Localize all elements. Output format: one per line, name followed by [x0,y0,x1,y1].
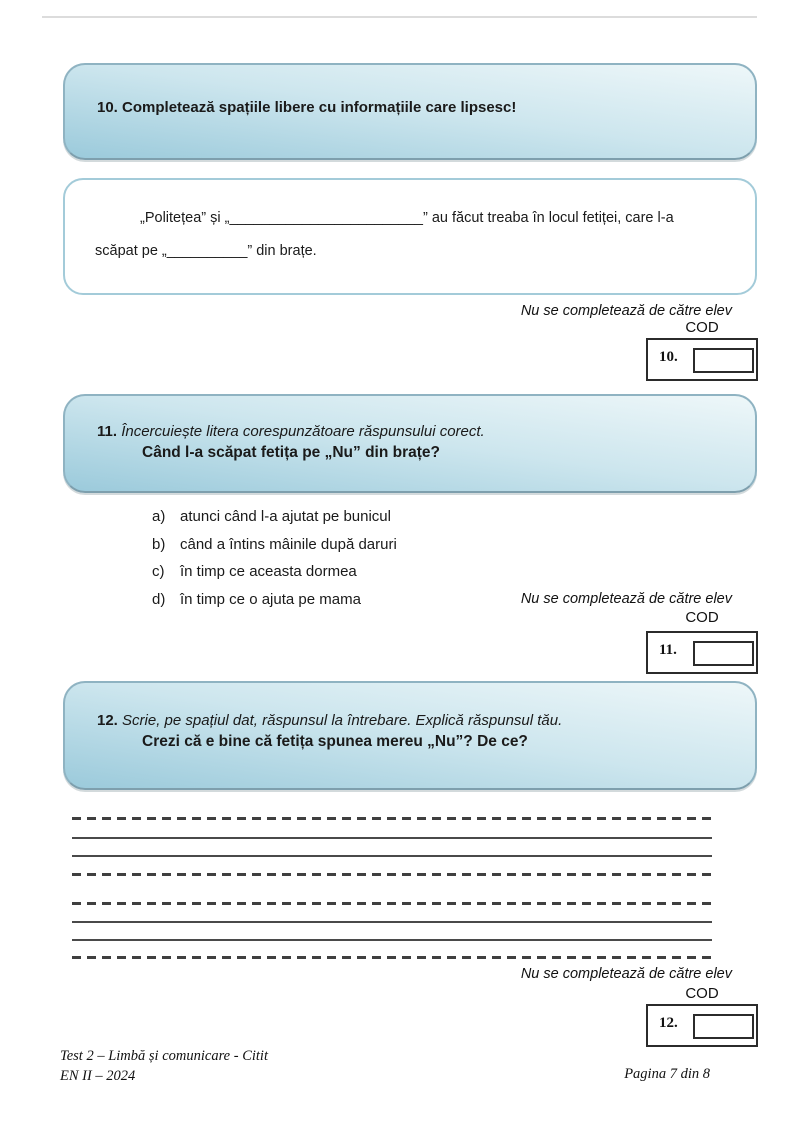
option-c [152,562,397,581]
writing-line-solid [72,837,712,839]
task12-instruction [65,683,755,731]
option-a-letter: a) [152,508,166,525]
task12-question: Crezi că e bine că fetița spunea mereu „Nu”? De ce? [142,733,528,750]
cod-box-11 [646,631,758,674]
task10-instruction-text: Completează spațiile libere cu informațiile care lipsesc! [122,99,517,116]
no-fill-note-10: Nu se completează de către elev [520,303,732,319]
no-fill-note-11: Nu se completează de către elev [520,591,732,607]
writing-line-dashed [72,956,712,959]
writing-line-dashed [72,817,712,820]
task11-options [152,507,397,617]
task12-number: 12. [97,712,118,729]
task10-banner [63,63,757,160]
task11-instruction-text: Încercuiește litera corespunzătoare răspunsului corect. [121,423,485,440]
option-a-text: atunci când l-a ajutat pe bunicul [180,508,391,525]
writing-line-dashed [72,902,712,905]
option-b [152,535,397,554]
cod-box-12-score-cell [693,1014,754,1039]
writing-line-dashed [72,873,712,876]
no-fill-note-12: Nu se completează de către elev [520,966,732,982]
task10-instruction [65,65,755,118]
cod-caption-12: COD [685,985,719,1002]
task12-banner [63,681,757,790]
task11-banner [63,394,757,493]
footer-test-info [60,1046,268,1086]
writing-line-solid [72,855,712,857]
writing-line-solid [72,921,712,923]
option-d-letter: d) [152,590,166,608]
cod-box-10-score-cell [693,348,754,373]
option-d-text: în timp ce o ajuta pe mama [180,590,361,608]
cod-caption-10: COD [685,319,719,336]
task10-number: 10. [97,99,118,116]
cod-box-10 [646,338,758,381]
task11-number: 11. [97,423,118,440]
task10-answer-box [63,178,757,295]
task11-question: Când l-a scăpat fetița pe „Nu” din brațe? [142,444,440,461]
option-b-letter: b) [152,535,166,553]
option-d [152,590,397,609]
option-c-letter: c) [152,563,165,580]
footer-page-number: Pagina 7 din 8 [624,1066,710,1082]
footer-test-title: Test 2 – Limbă și comunicare - Citit [60,1048,268,1064]
cod-box-12-number: 12. [659,1015,678,1031]
task11-instruction [65,396,755,442]
option-b-text: când a întins mâinile după daruri [180,535,397,553]
cod-box-12 [646,1004,758,1047]
footer-edition: EN II – 2024 [60,1068,136,1084]
cod-box-11-score-cell [693,641,754,666]
option-a [152,507,397,526]
task10-answer-line2: scăpat pe „__________” din brațe. [95,243,317,259]
cod-box-11-number: 11. [659,642,677,658]
top-rule [42,16,757,18]
option-c-text: în timp ce aceasta dormea [180,563,357,580]
task10-answer-line1: „Politețea” și „________________________” au făcut treaba în locul fetiței, care l-a [140,210,674,226]
task12-instruction-text: Scrie, pe spațiul dat, răspunsul la întrebare. Explică răspunsul tău. [122,712,563,729]
cod-box-10-number: 10. [659,349,678,365]
writing-line-solid [72,939,712,941]
cod-caption-11: COD [685,609,719,626]
